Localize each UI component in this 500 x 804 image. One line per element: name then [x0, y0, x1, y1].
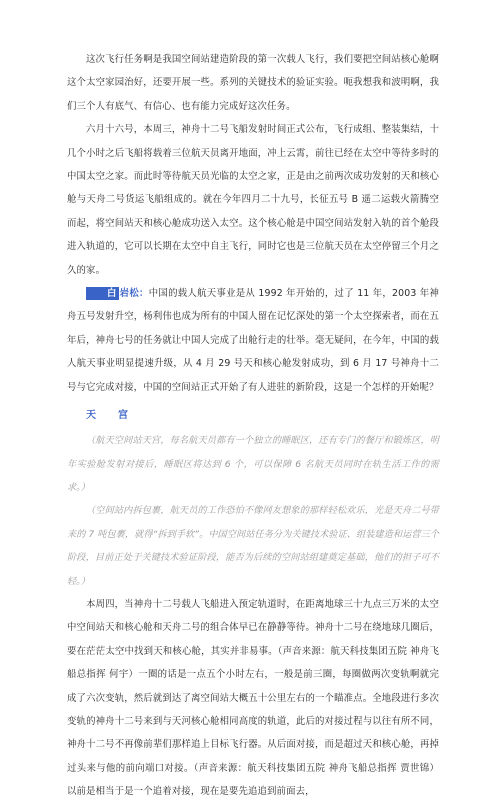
note-2: （空间站内拆包裹，航天员的工作恐怕不像网友想象的那样轻松欢乐，光是天舟二号带来的 7 吨包裹，就得“拆到手软”。中国空间站任务分为关键技术验证、组装建造和运营三个阶段，目前正处于关键技术验证阶段，能否为后续的空间站组建奠定基础，他们的担子可不轻。） — [67, 505, 439, 587]
section-title: 天宫 — [86, 410, 150, 422]
paragraph-3 — [67, 282, 439, 399]
paragraph-4: 本周四，当神舟十二号载人飞船进入预定轨道时，在距离地球三十九点三万米的太空中空间站天和核心舱和天舟二号的组合体早已在静静等待。神舟十二号在绕地球几圈后，要在茫茫太空中找到天和核心舱，其实并非易事。（声音来源：航天科技集团五院 神舟飞船总指挥 何宇）一圈的话是一点五个小时左右，一般是前三圈，每圈做两次变轨啊就完成了六次变轨，然后就到达了离空间站大概五十公里左右的一个瞄准点。全地段进行多次变轨的神舟十二号来到与天河核心舱相同高度的轨道，此后的对接过程与以往有所不同，神舟十二号不再像前辈们那样追上目标飞行器。从后面对接，而是超过天和核心舱，再掉过头来与他的前向端口对接。（声音来源：航天科技集团五院 神舟飞船总指挥 贾世锦）以前是相当于是一个追着对接，现在是要先追追到前面去， — [67, 598, 439, 798]
document-body — [67, 48, 439, 804]
paragraph-3-body: 中国的载人航天事业是从 1992 年开始的，过了 11 年，2003 年神舟五号发射升空，杨利伟也成为所有的中国人留在记忆深处的第一个太空探索者，而在五年后，神舟七号的任务就让中国人完成了出舱行走的壮举。毫无疑问，在今年，中国的载人航天事业明显提速升级，从 4 月 29 号天和核心舱发射成功，到 6 月 17 号神舟十二号与它完成对接，中国的空间站正式开始了有人进驻的新阶段，这是一个怎样的开始呢？ — [67, 288, 439, 393]
speaker-highlight — [86, 287, 119, 300]
speaker-highlight-text: 白 — [107, 288, 117, 300]
note-1: （航天空间站天宫，每名航天员都有一个独立的睡眠区，还有专门的餐厅和锻炼区，明年实验舱发射对接后，睡眠区将达到 6 个，可以保障 6 名航天员同时在轨生活工作的需求。） — [67, 435, 439, 493]
paragraph-2: 六月十六号，本周三，神舟十二号飞船发射时间正式公布，飞行成组、整装集结，十几个小时之后飞船将载着三位航天员离开地面，冲上云霄，前往已经在太空中等待多时的中国太空之家。而此时等待航天员光临的太空之家，正是由之前两次成功发射的天和核心舱与天舟二号货运飞船组成的。就在今年四月二十九号，长征五号 B 遥二运载火箭腾空而起，将空间站天和核心舱成功送入太空。这个核心舱是中国空间站发射入轨的首个舱段进入轨道的，它可以长期在太空中自主飞行，同时它也是三位航天员在太空停留三个月之久的家。 — [67, 124, 439, 276]
paragraph-1: 这次飞行任务啊是我国空间站建造阶段的第一次载人飞行，我们要把空间站核心舱啊这个太空家园治好，还要开展一些。系列的关键技术的验证实验。呃我想我和波明啊，我们三个人有底气、有信心、也有能力完成好这次任务。 — [67, 54, 439, 112]
speaker-name: 岩松： — [119, 288, 149, 300]
